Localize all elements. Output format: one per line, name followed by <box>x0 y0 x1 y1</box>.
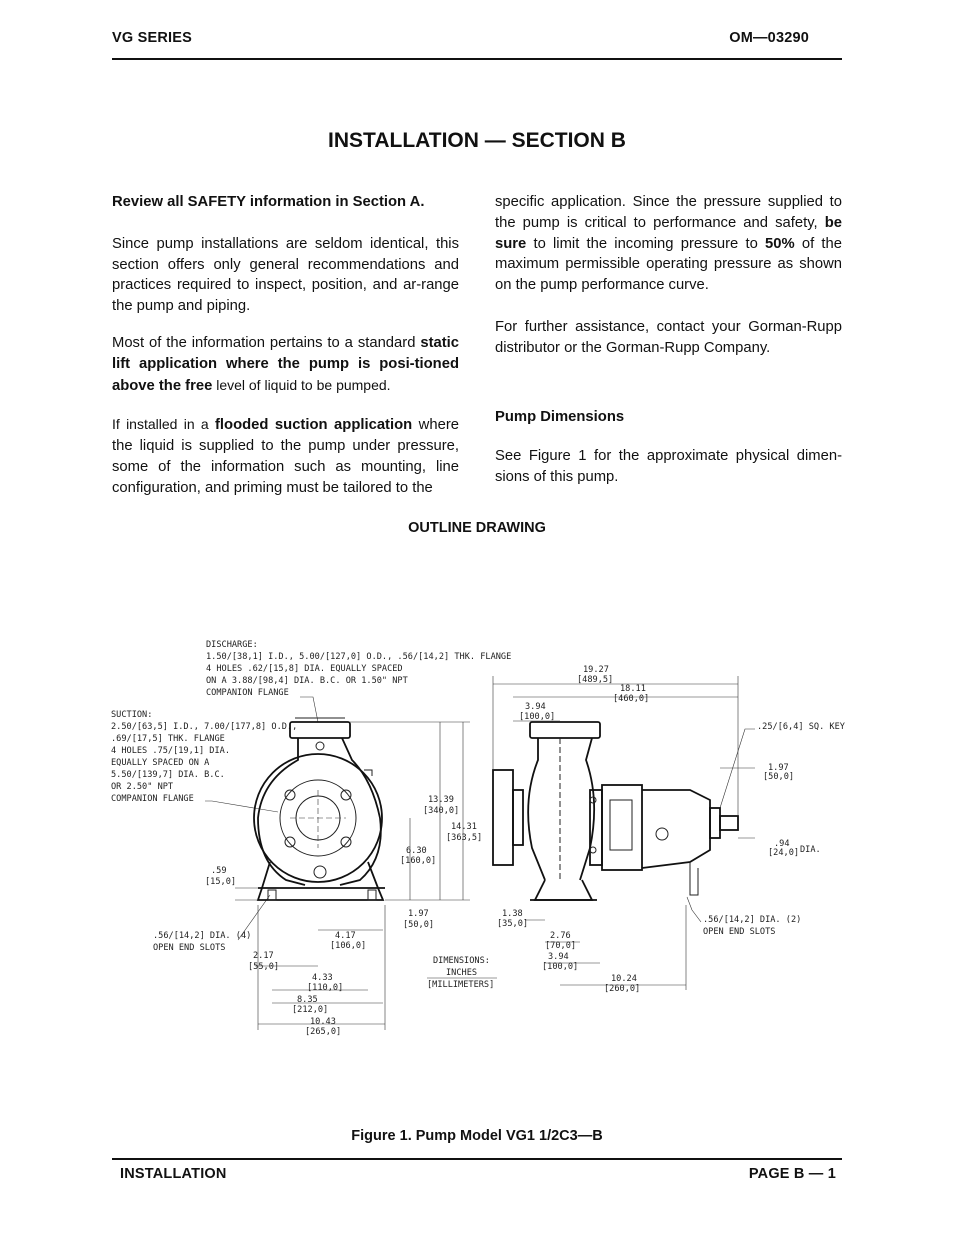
slots-right-note <box>703 915 801 937</box>
dim-3-94-top-mm: [100,0] <box>519 712 556 722</box>
side-view <box>493 722 738 900</box>
svg-text:INCHES: INCHES <box>446 968 478 978</box>
svg-text:2.50/[63,5] I.D., 7.00/[177,8]: 2.50/[63,5] I.D., 7.00/[177,8] O.D., <box>111 722 298 732</box>
dim-8-35-mm: [212,0] <box>292 1005 329 1015</box>
dim-1-38-mm: [35,0] <box>497 919 529 929</box>
dim-19-27-mm: [489,5] <box>577 675 614 685</box>
slots-left-note <box>153 931 251 953</box>
static-lift-paragraph: Most of the information pertains to a standard static lift application where the pump is posi-tioned above the free level of liquid to be pumped. <box>112 334 459 394</box>
svg-text:4 HOLES .75/[19,1] DIA.: 4 HOLES .75/[19,1] DIA. <box>111 746 230 756</box>
figure-heading: OUTLINE DRAWING <box>408 520 546 536</box>
dim-1-97-side-mm: [50,0] <box>763 772 795 782</box>
intro-paragraph: Since pump installations are seldom identical, this section offers only general recommendations and practices required to inspect, position, and ar-range the pump and piping. <box>112 235 459 315</box>
dimensions-paragraph: See Figure 1 for the approximate physical dimen-sions of this pump. <box>495 448 842 486</box>
dim-2-76-mm: [70,0] <box>545 941 577 951</box>
dim-2-76: 2.76 <box>550 931 571 941</box>
dim-2-17-mm: [55,0] <box>248 962 280 972</box>
dim-1-38: 1.38 <box>502 909 523 919</box>
dim-1-97-side: 1.97 <box>768 763 789 773</box>
svg-text:OPEN END SLOTS: OPEN END SLOTS <box>153 943 226 953</box>
svg-text:.56/[14,2] DIA. (2): .56/[14,2] DIA. (2) <box>703 915 802 925</box>
dimension-legend <box>427 956 497 990</box>
suction-note <box>111 710 297 804</box>
dim-13-39: 13.39 <box>428 795 454 805</box>
svg-text:EQUALLY SPACED ON A: EQUALLY SPACED ON A <box>111 758 210 768</box>
dim-8-35: 8.35 <box>297 995 318 1005</box>
svg-text:.56/[14,2] DIA. (4): .56/[14,2] DIA. (4) <box>153 931 252 941</box>
dim-3-94-bottom: 3.94 <box>548 952 569 962</box>
dim-0-94: .94 <box>774 839 790 849</box>
svg-text:OPEN END SLOTS: OPEN END SLOTS <box>703 927 776 937</box>
svg-text:[MILLIMETERS]: [MILLIMETERS] <box>427 980 495 990</box>
dim-19-27: 19.27 <box>583 665 609 675</box>
dim-6-30: 6.30 <box>406 846 427 856</box>
pump-dimensions-heading: Pump Dimensions <box>495 408 625 425</box>
dim-10-24-mm: [260,0] <box>604 984 641 994</box>
dim-1-97-front: 1.97 <box>408 909 429 919</box>
svg-text:OR 2.50" NPT: OR 2.50" NPT <box>111 782 174 792</box>
dim-14-31-mm: [363,5] <box>446 833 483 843</box>
svg-text:4 HOLES .62/[15,8] DIA. EQUALL: 4 HOLES .62/[15,8] DIA. EQUALLY SPACED <box>206 664 403 674</box>
dim-0-94-mm: [24,0] <box>768 848 800 858</box>
svg-text:DISCHARGE:: DISCHARGE: <box>206 640 258 650</box>
dim-3-94-top: 3.94 <box>525 702 546 712</box>
dim-10-43: 10.43 <box>310 1017 336 1027</box>
header-series: VG SERIES <box>112 30 192 46</box>
dim-10-43-mm: [265,0] <box>305 1027 342 1037</box>
front-view <box>254 718 385 900</box>
svg-text:5.50/[139,7] DIA. B.C.: 5.50/[139,7] DIA. B.C. <box>111 770 225 780</box>
svg-text:ON A 3.88/[98,4] DIA. B.C. OR: ON A 3.88/[98,4] DIA. B.C. OR 1.50" NPT <box>206 676 408 686</box>
dim-3-94-bottom-mm: [100,0] <box>542 962 579 972</box>
svg-text:.69/[17,5] THK. FLANGE: .69/[17,5] THK. FLANGE <box>111 734 225 744</box>
header-doc-number: OM—03290 <box>729 30 809 46</box>
svg-text:1.50/[38,1] I.D., 5.00/[127,0]: 1.50/[38,1] I.D., 5.00/[127,0] O.D., .56/[14,2] THK. FLANGE <box>206 652 512 662</box>
footer-rule <box>112 1158 842 1160</box>
safety-note: Review all SAFETY information in Section A. <box>112 194 425 210</box>
dim-4-17-mm: [106,0] <box>330 941 367 951</box>
svg-text:COMPANION FLANGE: COMPANION FLANGE <box>111 794 194 804</box>
svg-text:COMPANION FLANGE: COMPANION FLANGE <box>206 688 289 698</box>
flooded-suction-paragraph: If installed in a flooded suction application where the liquid is supplied to the pump under pressure, some of the information such as mounting, line configuration, and priming must be tailored to the <box>112 416 459 496</box>
pressure-paragraph: specific application. Since the pressure supplied to the pump is critical to performance and safety, be sure to limit the incoming pressure to 50% of the maximum permissible operating pressure as shown on the pump performance curve. <box>495 194 842 294</box>
key-note: .25/[6,4] SQ. KEY <box>757 722 845 732</box>
dim-4-33-mm: [110,0] <box>307 983 344 993</box>
dim-0-59: .59 <box>211 866 227 876</box>
dim-0-94-dia: DIA. <box>800 845 821 855</box>
dim-4-33: 4.33 <box>312 973 333 983</box>
dim-6-30-mm: [160,0] <box>400 856 437 866</box>
page-title: INSTALLATION — SECTION B <box>328 129 626 152</box>
svg-text:SUCTION:: SUCTION: <box>111 710 153 720</box>
dim-18-11: 18.11 <box>620 684 646 694</box>
figure-caption: Figure 1. Pump Model VG1 1/2C3—B <box>351 1128 603 1144</box>
dim-14-31: 14.31 <box>451 822 477 832</box>
dim-18-11-mm: [460,0] <box>613 694 650 704</box>
dim-4-17: 4.17 <box>335 931 356 941</box>
svg-text:DIMENSIONS:: DIMENSIONS: <box>433 956 490 966</box>
dim-13-39-mm: [340,0] <box>423 806 460 816</box>
leader-lines <box>205 697 755 940</box>
dim-1-97-front-mm: [50,0] <box>403 920 435 930</box>
dim-10-24: 10.24 <box>611 974 637 984</box>
assistance-paragraph: For further assistance, contact your Gorman-Rupp distributor or the Gorman-Rupp Company. <box>495 318 842 356</box>
footer-page-number: PAGE B — 1 <box>748 1166 836 1182</box>
discharge-note <box>206 640 511 698</box>
dim-2-17: 2.17 <box>253 951 274 961</box>
dim-0-59-mm: [15,0] <box>205 877 237 887</box>
footer-section: INSTALLATION <box>120 1166 227 1182</box>
